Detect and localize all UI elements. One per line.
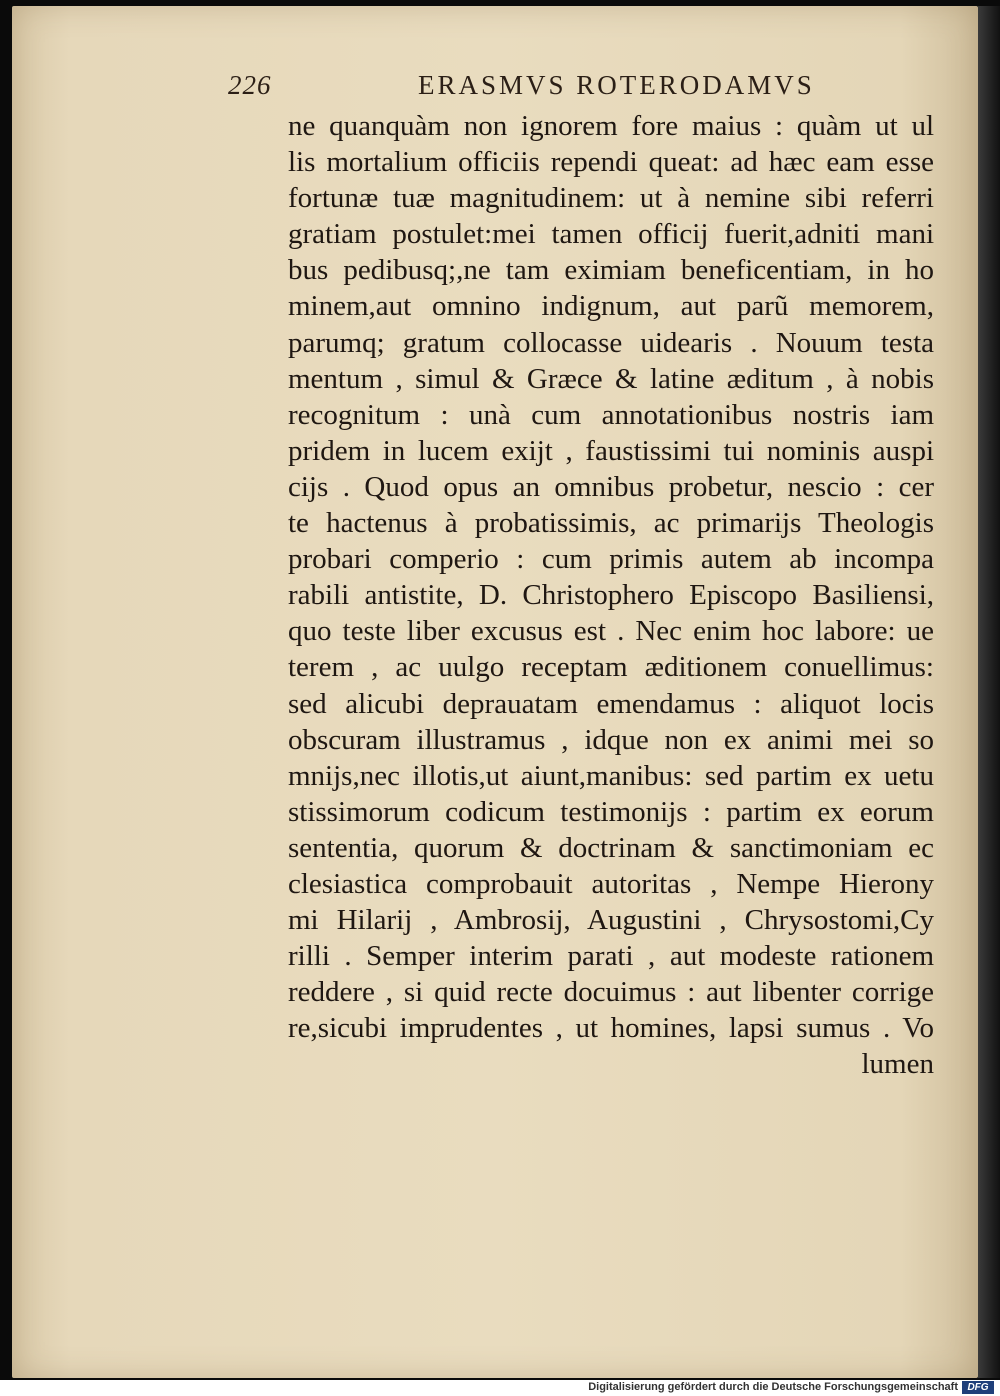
text-line: lis mortalium officiis rependi queat: ad hæc eam esse bbox=[288, 146, 934, 179]
text-line: ne quanquàm non ignorem fore maius : quàm ut ul bbox=[288, 110, 934, 142]
page-edge-shadow bbox=[978, 6, 1000, 1378]
text-line: bus pedibusq;,ne tam eximiam beneficentiam, in ho bbox=[288, 254, 934, 287]
text-line: cijs . Quod opus an omnibus probetur, nescio : cer bbox=[288, 470, 934, 503]
dfg-logo: DFG bbox=[962, 1381, 994, 1394]
funding-credit: Digitalisierung gefördert durch die Deutsche Forschungsgemeinschaft bbox=[588, 1381, 958, 1393]
text-line: clesiastica comprobauit autoritas , Nempe Hierony bbox=[288, 867, 934, 900]
text-line: sententia, quorum & doctrinam & sanctimoniam ec bbox=[288, 831, 934, 864]
text-line: quo teste liber excusus est . Nec enim hoc labore: ue bbox=[288, 615, 934, 648]
text-line: reddere , si quid recte docuimus : aut libenter corrige bbox=[288, 976, 934, 1009]
text-line: mnijs,nec illotis,ut aiunt,manibus: sed partim ex uetu bbox=[288, 759, 934, 792]
text-line: re,sicubi imprudentes , ut homines, lapsi sumus . Vo bbox=[288, 1012, 934, 1045]
catchword: lumen bbox=[861, 1048, 934, 1081]
text-line: parumq; gratum collocasse uidearis . Nouum testa bbox=[288, 326, 934, 359]
text-line: gratiam postulet:mei tamen officij fuerit,adniti mani bbox=[288, 218, 934, 251]
text-line: mi Hilarij , Ambrosij, Augustini , Chrysostomi,Cy bbox=[288, 904, 934, 937]
text-line: terem , ac uulgo receptam æditionem conuellimus: bbox=[288, 651, 934, 684]
text-line: rabili antistite, D. Christophero Episcopo Basiliensi, bbox=[288, 579, 934, 612]
text-line: rilli . Semper interim parati , aut modeste rationem bbox=[288, 940, 934, 973]
running-head bbox=[228, 70, 838, 106]
text-line: te hactenus à probatissimis, ac primarijs Theologis bbox=[288, 507, 934, 540]
text-line: mentum , simul & Græce & latine æditum , à nobis bbox=[288, 362, 934, 395]
running-title: ERASMVS ROTERODAMVS bbox=[418, 70, 815, 100]
page-number: 226 bbox=[228, 70, 272, 100]
text-line: minem,aut omnino indignum, aut parũ memorem, bbox=[288, 290, 934, 323]
text-line: fortunæ tuæ magnitudinem: ut à nemine sibi referri bbox=[288, 182, 934, 215]
text-line: probari comperio : cum primis autem ab incompa bbox=[288, 543, 934, 576]
body-text bbox=[288, 108, 934, 1083]
text-line: obscuram illustramus , idque non ex animi mei so bbox=[288, 723, 934, 756]
text-line: sed alicubi deprauatam emendamus : aliquot locis bbox=[288, 687, 934, 720]
text-line: pridem in lucem exijt , faustissimi tui nominis auspi bbox=[288, 434, 934, 467]
text-line: recognitum : unà cum annotationibus nostris iam bbox=[288, 398, 934, 431]
text-line: stissimorum codicum testimonijs : partim ex eorum bbox=[288, 795, 934, 828]
